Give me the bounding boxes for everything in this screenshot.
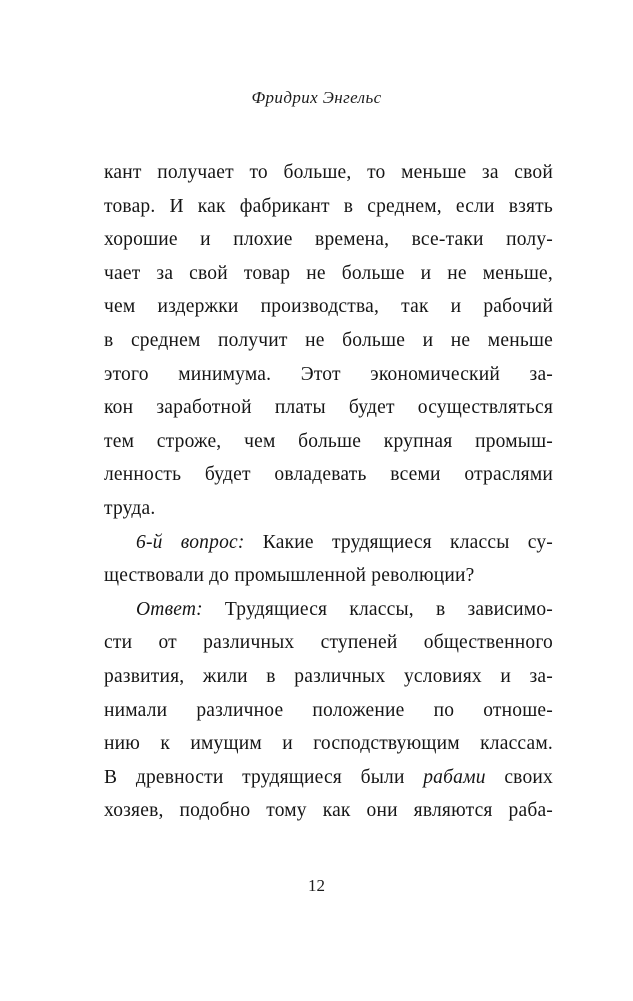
text-run: чем издержки производства, так и рабочий xyxy=(104,296,553,318)
text-run: труда. xyxy=(104,497,156,519)
italic-run: 6-й вопрос: xyxy=(136,531,245,553)
text-run: сти от различных ступеней общественного xyxy=(104,632,553,654)
text-run: в среднем получит не больше и не меньше xyxy=(104,329,553,351)
text-run: нию к имущим и господствующим классам. xyxy=(104,733,553,755)
italic-run: рабами xyxy=(423,766,486,788)
paragraph xyxy=(104,526,553,593)
text-run: тем строже, чем больше крупная промыш- xyxy=(104,430,553,452)
text-block xyxy=(104,156,553,828)
text-line xyxy=(104,761,553,795)
text-run: своих xyxy=(485,766,553,788)
running-header-author: Фридрих Энгельс xyxy=(251,88,382,107)
text-line xyxy=(104,794,553,828)
text-run: этого минимума. Этот экономический за- xyxy=(104,363,553,385)
text-line xyxy=(104,156,553,190)
text-run: кон заработной платы будет осуществляться xyxy=(104,397,553,419)
text-run: чает за свой товар не больше и не меньше, xyxy=(104,262,553,284)
text-line xyxy=(104,391,553,425)
text-line xyxy=(104,593,553,627)
text-run: Трудящиеся классы, в зависимо- xyxy=(202,598,553,620)
text-line xyxy=(104,626,553,660)
text-line xyxy=(104,257,553,291)
text-run: ществовали до промышленной революции? xyxy=(104,565,475,587)
text-run: нимали различное положение по отноше- xyxy=(104,699,553,721)
paragraph xyxy=(104,593,553,828)
text-line xyxy=(104,223,553,257)
text-line xyxy=(104,559,553,593)
text-run: хозяев, подобно тому как они являются раба- xyxy=(104,800,553,822)
text-run: Какие трудящиеся классы су- xyxy=(244,531,553,553)
text-line xyxy=(104,190,553,224)
page-number: 12 xyxy=(308,876,325,895)
text-line xyxy=(104,458,553,492)
text-run: развития, жили в различных условиях и за- xyxy=(104,665,553,687)
text-run: ленность будет овладевать всеми отраслями xyxy=(104,464,553,486)
paragraph xyxy=(104,156,553,526)
text-line xyxy=(104,694,553,728)
text-line xyxy=(104,425,553,459)
text-line xyxy=(104,324,553,358)
text-run: хорошие и плохие времена, все-таки полу- xyxy=(104,229,553,251)
text-line xyxy=(104,727,553,761)
text-line xyxy=(104,290,553,324)
text-line xyxy=(104,492,553,526)
text-line xyxy=(104,526,553,560)
text-line xyxy=(104,358,553,392)
text-run: товар. И как фабрикант в среднем, если взять xyxy=(104,195,553,217)
text-run: В древности трудящиеся были xyxy=(104,766,424,788)
italic-run: Ответ: xyxy=(136,598,203,620)
text-line xyxy=(104,660,553,694)
text-run: кант получает то больше, то меньше за свой xyxy=(104,162,553,183)
